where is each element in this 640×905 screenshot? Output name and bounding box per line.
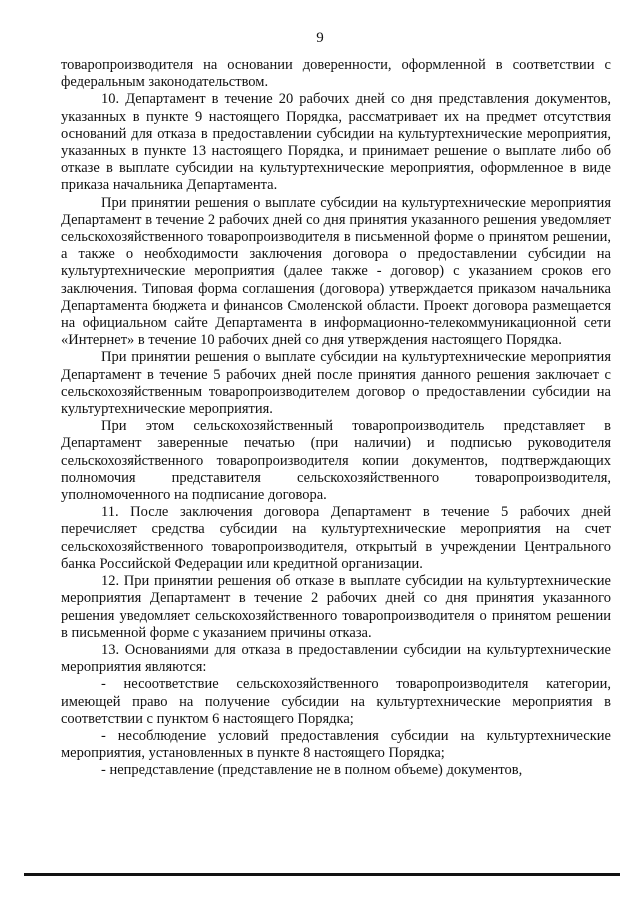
paragraph-item-12: 12. При принятии решения об отказе в выплате субсидии на культуртехнические мероприятия Департамент в течение 2 рабочих дней со дня принятия указанного решения уведомляет сельскохозяйственного товаропроизводителя о принятом решении в письменной форме с указанием причины отказа.	[61, 573, 611, 641]
list-item-category-mismatch: - несоответствие сельскохозяйственного товаропроизводителя категории, имеющей право на получение субсидии на культуртехнические мероприятия в соответствии с пунктом 6 настоящего Порядка;	[61, 676, 611, 727]
page-number: 9	[316, 30, 324, 46]
paragraph-payment-decision: При принятии решения о выплате субсидии на культуртехнические мероприятия Департамент в течение 2 рабочих дней со дня принятия указанного решения уведомляет сельскохозяйственного товаропроизводителя в письменной форме о принятом решении, а также о необходимости заключения договора о предоставлении субсидии на культуртехнические мероприятия (далее также - договор) с указанием сроков его заключения. Типовая форма соглашения (договора) утверждается приказом начальника Департамента бюджета и финансов Смоленской области. Проект договора размещается на официальном сайте Департамента в информационно-телекоммуникационной сети «Интернет» в течение 10 рабочих дней со дня утверждения настоящего Порядка.	[61, 194, 611, 349]
document-body	[61, 57, 611, 780]
paragraph-contract-conclusion: При принятии решения о выплате субсидии на культуртехнические мероприятия Департамент в течение 5 рабочих дней после принятия данного решения заключает с сельскохозяйственным товаропроизводителем договор о предоставлении субсидии на культуртехнические мероприятия.	[61, 349, 611, 418]
list-item-conditions-violation: - несоблюдение условий предоставления субсидии на культуртехнические мероприятия, установленных в пункте 8 настоящего Порядка;	[61, 727, 611, 762]
list-item-documents-missing: - непредставление (представление не в полном объеме) документов,	[101, 762, 523, 779]
paragraph-continuation: товаропроизводителя на основании доверенности, оформленной в соответствии с федеральным законодательством.	[61, 57, 611, 91]
paragraph-authority-documents: При этом сельскохозяйственный товаропроизводитель представляет в Департамент заверенные печатью (при наличии) и подписью руководителя сельскохозяйственного товаропроизводителя копии документов, подтверждающих полномочия представителя сельскохозяйственного товаропроизводителя, уполномоченного на подписание договора.	[61, 418, 611, 504]
paragraph-item-10: 10. Департамент в течение 20 рабочих дней со дня представления документов, указанных в пункте 9 настоящего Порядка, рассматривает их на предмет отсутствия оснований для отказа в предоставлении субсидии на культуртехнические мероприятия, указанных в пункте 13 настоящего Порядка, и принимает решение о выплате либо об отказе в выплате субсидии на культуртехнические мероприятия, оформленное в виде приказа начальника Департамента.	[61, 91, 611, 194]
paragraph-item-11: 11. После заключения договора Департамент в течение 5 рабочих дней перечисляет средства субсидии на культуртехнические мероприятия на счет сельскохозяйственного товаропроизводителя, открытый в учреждении Центрального банка Российской Федерации или кредитной организации.	[61, 504, 611, 572]
paragraph-item-13: 13. Основаниями для отказа в предоставлении субсидии на культуртехнические мероприятия являются:	[61, 641, 611, 676]
bottom-divider	[24, 873, 620, 876]
